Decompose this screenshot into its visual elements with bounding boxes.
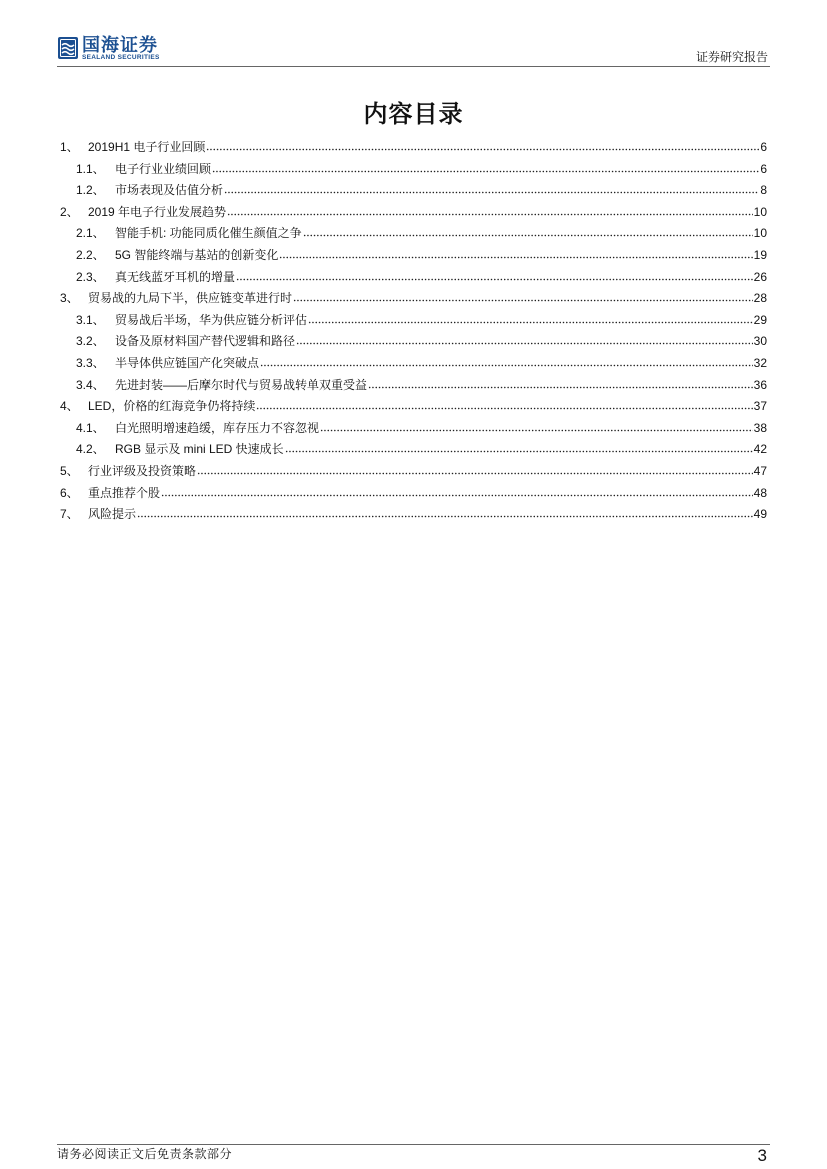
toc-entry-2[interactable] <box>60 202 767 224</box>
toc-entry-4-2[interactable] <box>60 439 767 461</box>
toc-entry-number: 3.4、 <box>76 377 105 392</box>
toc-entry-title: 行业评级及投资策略 <box>88 463 197 478</box>
company-logo-english: SEALAND SECURITIES <box>82 54 160 61</box>
toc-entry-page: 6 <box>760 140 767 154</box>
toc-leader-dots <box>296 335 753 345</box>
toc-entry-1[interactable] <box>60 137 767 159</box>
toc-leader-dots <box>308 314 753 324</box>
toc-entry-title: RGB 显示及 mini LED 快速成长 <box>115 442 284 457</box>
toc-entry-title: 市场表现及估值分析 <box>115 183 224 198</box>
toc-entry-title: LED，价格的红海竞争仍将持续 <box>88 399 256 414</box>
toc-entry-3[interactable] <box>60 288 767 310</box>
toc-entry-number: 3、 <box>60 291 79 306</box>
toc-leader-dots <box>161 487 753 497</box>
toc-entry-page: 10 <box>753 226 767 241</box>
toc-entry-number: 4.1、 <box>76 420 105 435</box>
footer-disclaimer: 请务必阅读正文后免责条款部分 <box>57 1147 233 1161</box>
toc-entry-page: 37 <box>753 399 767 414</box>
toc-entry-title: 2019H1 电子行业回顾 <box>88 140 206 154</box>
toc-entry-number: 2.3、 <box>76 269 105 284</box>
toc-entry-2-1[interactable] <box>60 223 767 245</box>
toc-leader-dots <box>260 357 753 367</box>
report-type-label: 证券研究报告 <box>695 50 768 64</box>
toc-entry-title: 智能手机: 功能同质化催生颜值之争 <box>115 226 302 241</box>
toc-leader-dots <box>236 271 753 281</box>
toc-entry-title: 半导体供应链国产化突破点 <box>115 355 260 370</box>
toc-leader-dots <box>206 141 759 151</box>
toc-entry-number: 4、 <box>60 399 79 414</box>
toc-entry-number: 4.2、 <box>76 442 105 457</box>
toc-entry-number: 1、 <box>60 140 79 154</box>
toc-entry-3-1[interactable] <box>60 310 767 332</box>
footer-divider <box>57 1144 770 1145</box>
toc-leader-dots <box>137 508 753 518</box>
toc-entry-title: 电子行业业绩回顾 <box>115 161 212 176</box>
toc-entry-7[interactable] <box>60 504 767 526</box>
toc-leader-dots <box>279 249 752 259</box>
toc-entry-page: 6 <box>760 161 767 176</box>
toc-entry-1-2[interactable] <box>60 180 767 202</box>
toc-entry-number: 2.1、 <box>76 226 105 241</box>
toc-entry-page: 38 <box>753 420 767 435</box>
toc-leader-dots <box>320 422 753 432</box>
toc-entry-page: 26 <box>753 269 767 284</box>
toc-entry-4-1[interactable] <box>60 418 767 440</box>
toc-leader-dots <box>293 292 753 302</box>
toc-entry-number: 3.1、 <box>76 312 105 327</box>
toc-entry-5[interactable] <box>60 461 767 483</box>
toc-entry-number: 2、 <box>60 204 79 219</box>
toc-leader-dots <box>256 400 752 410</box>
toc-entry-3-3[interactable] <box>60 353 767 375</box>
toc-entry-number: 1.2、 <box>76 183 105 198</box>
toc-entry-number: 3.2、 <box>76 334 105 349</box>
toc-entry-number: 1.1、 <box>76 161 105 176</box>
toc-entry-title: 设备及原材料国产替代逻辑和路径 <box>115 334 296 349</box>
toc-leader-dots <box>285 443 753 453</box>
toc-entry-title: 风险提示 <box>88 507 137 522</box>
toc-entry-2-2[interactable] <box>60 245 767 267</box>
toc-entry-number: 2.2、 <box>76 247 105 262</box>
toc-entry-page: 19 <box>753 247 767 262</box>
toc-entry-page: 47 <box>753 463 767 478</box>
toc-entry-title: 贸易战的九局下半，供应链变革进行时 <box>88 291 293 306</box>
toc-entry-page: 8 <box>760 183 767 198</box>
toc-entry-title: 贸易战后半场，华为供应链分析评估 <box>115 312 308 327</box>
toc-entry-1-1[interactable] <box>60 159 767 181</box>
toc-entry-number: 6、 <box>60 485 79 500</box>
toc-entry-title: 白光照明增速趋缓，库存压力不容忽视 <box>115 420 320 435</box>
toc-entry-2-3[interactable] <box>60 267 767 289</box>
toc-entry-page: 28 <box>753 291 767 306</box>
toc-title: 内容目录 <box>363 102 464 128</box>
toc-leader-dots <box>212 163 759 173</box>
page-number: 3 <box>757 1146 767 1165</box>
toc-entry-number: 3.3、 <box>76 355 105 370</box>
toc-entry-6[interactable] <box>60 483 767 505</box>
sealand-logo-icon <box>57 36 79 60</box>
toc-entry-page: 48 <box>753 485 767 500</box>
toc-leader-dots <box>368 379 753 389</box>
toc-entry-page: 49 <box>753 507 767 522</box>
toc-entry-title: 真无线蓝牙耳机的增量 <box>115 269 236 284</box>
toc-entry-3-4[interactable] <box>60 375 767 397</box>
toc-leader-dots <box>227 206 753 216</box>
toc-entry-title: 重点推荐个股 <box>88 485 161 500</box>
toc-entry-4[interactable] <box>60 396 767 418</box>
toc-entry-page: 32 <box>753 355 767 370</box>
toc-entry-page: 29 <box>753 312 767 327</box>
toc-entry-page: 10 <box>753 204 767 219</box>
toc-entry-title: 2019 年电子行业发展趋势 <box>88 204 227 219</box>
table-of-contents <box>60 137 767 526</box>
toc-entry-title: 先进封装——后摩尔时代与贸易战转单双重受益 <box>115 377 368 392</box>
toc-leader-dots <box>197 465 753 475</box>
header-divider <box>57 66 770 67</box>
toc-entry-page: 42 <box>753 442 767 457</box>
toc-entry-number: 7、 <box>60 507 79 522</box>
company-logo-name: 国海证券 <box>82 35 158 55</box>
toc-entry-page: 30 <box>753 334 767 349</box>
toc-leader-dots <box>224 184 759 194</box>
toc-entry-title: 5G 智能终端与基站的创新变化 <box>115 247 279 262</box>
toc-entry-3-2[interactable] <box>60 331 767 353</box>
toc-entry-page: 36 <box>753 377 767 392</box>
toc-entry-number: 5、 <box>60 463 79 478</box>
toc-leader-dots <box>303 227 753 237</box>
